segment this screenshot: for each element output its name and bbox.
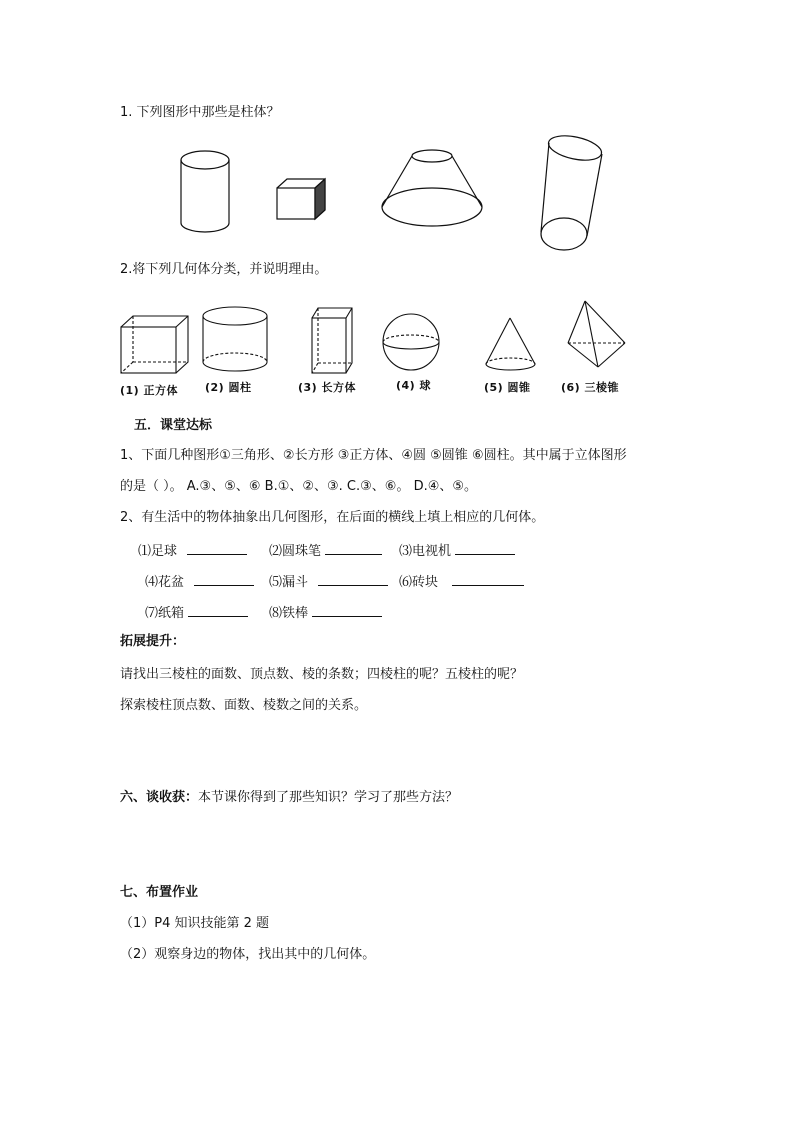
tall-cuboid-figure [312, 308, 352, 373]
fill-item-3: ⑶电视机 [399, 541, 515, 560]
fill-item-4: ⑷花盆 [145, 572, 254, 591]
s5-q1-line2: 的是（ ）。 A.③、⑤、⑥ B.①、②、③. C.③、⑥。 D.④、⑤。 [120, 479, 478, 494]
fill-item-8: ⑻铁棒 [269, 603, 382, 622]
extend-title: 拓展提升： [120, 634, 186, 649]
cuboid-figure [277, 179, 325, 219]
extend-line-1: 请找出三棱柱的面数、顶点数、棱的条数；四棱柱的呢？五棱柱的呢？ [120, 667, 524, 682]
cone-figure [486, 318, 535, 370]
frustum-figure [382, 150, 482, 226]
cylinder-2-figure [203, 307, 267, 371]
question-2: 2.将下列几何体分类，并说明理由。 [120, 262, 328, 277]
blank-4[interactable] [194, 572, 254, 586]
fill-item-1: ⑴足球 [138, 541, 247, 560]
section-5-title: 五．课堂达标 [134, 418, 213, 433]
extend-line-2: 探索棱柱顶点数、面数、棱数之间的关系。 [120, 698, 368, 713]
section-6-text: 本节课你得到了那些知识？学习了那些方法？ [198, 790, 459, 805]
sphere-figure [383, 314, 439, 370]
blank-8[interactable] [312, 603, 382, 617]
blank-7[interactable] [188, 603, 248, 617]
blank-6[interactable] [452, 572, 524, 586]
fill-item-5: ⑸漏斗 [269, 572, 388, 591]
caption-cuboid: (3) 长方体 [298, 381, 357, 394]
caption-cube: (1) 正方体 [120, 384, 179, 397]
blank-2[interactable] [325, 541, 382, 555]
fill-item-2: ⑵圆珠笔 [269, 541, 382, 560]
blank-3[interactable] [455, 541, 515, 555]
section-6 [120, 790, 458, 806]
homework-1: （1）P4 知识技能第 2 题 [120, 916, 270, 931]
fill-item-7: ⑺纸箱 [145, 603, 248, 622]
caption-pyramid: (6) 三棱锥 [561, 381, 620, 394]
oblique-cylinder-figure [541, 132, 604, 250]
cylinder-figure [181, 151, 229, 232]
homework-2: （2）观察身边的物体，找出其中的几何体。 [120, 947, 376, 962]
blank-1[interactable] [187, 541, 247, 555]
caption-cylinder: (2) 圆柱 [205, 381, 252, 394]
cube-figure [121, 316, 188, 373]
blank-5[interactable] [318, 572, 388, 586]
section-6-title: 六、谈收获： [120, 790, 199, 805]
question-1: 1. 下列图形中那些是柱体？ [120, 105, 280, 120]
s5-q1-line1: 1、下面几种图形①三角形、②长方形 ③正方体、④圆 ⑤圆锥 ⑥圆柱。其中属于立体图形 [120, 448, 627, 463]
caption-sphere: (4) 球 [396, 379, 432, 392]
fill-item-6: ⑹砖块 [399, 572, 524, 591]
triangular-pyramid-figure [568, 301, 625, 367]
caption-cone: (5) 圆锥 [484, 381, 531, 394]
s5-q2: 2、有生活中的物体抽象出几何图形，在后面的横线上填上相应的几何体。 [120, 510, 545, 525]
section-7-title: 七、布置作业 [120, 885, 199, 900]
